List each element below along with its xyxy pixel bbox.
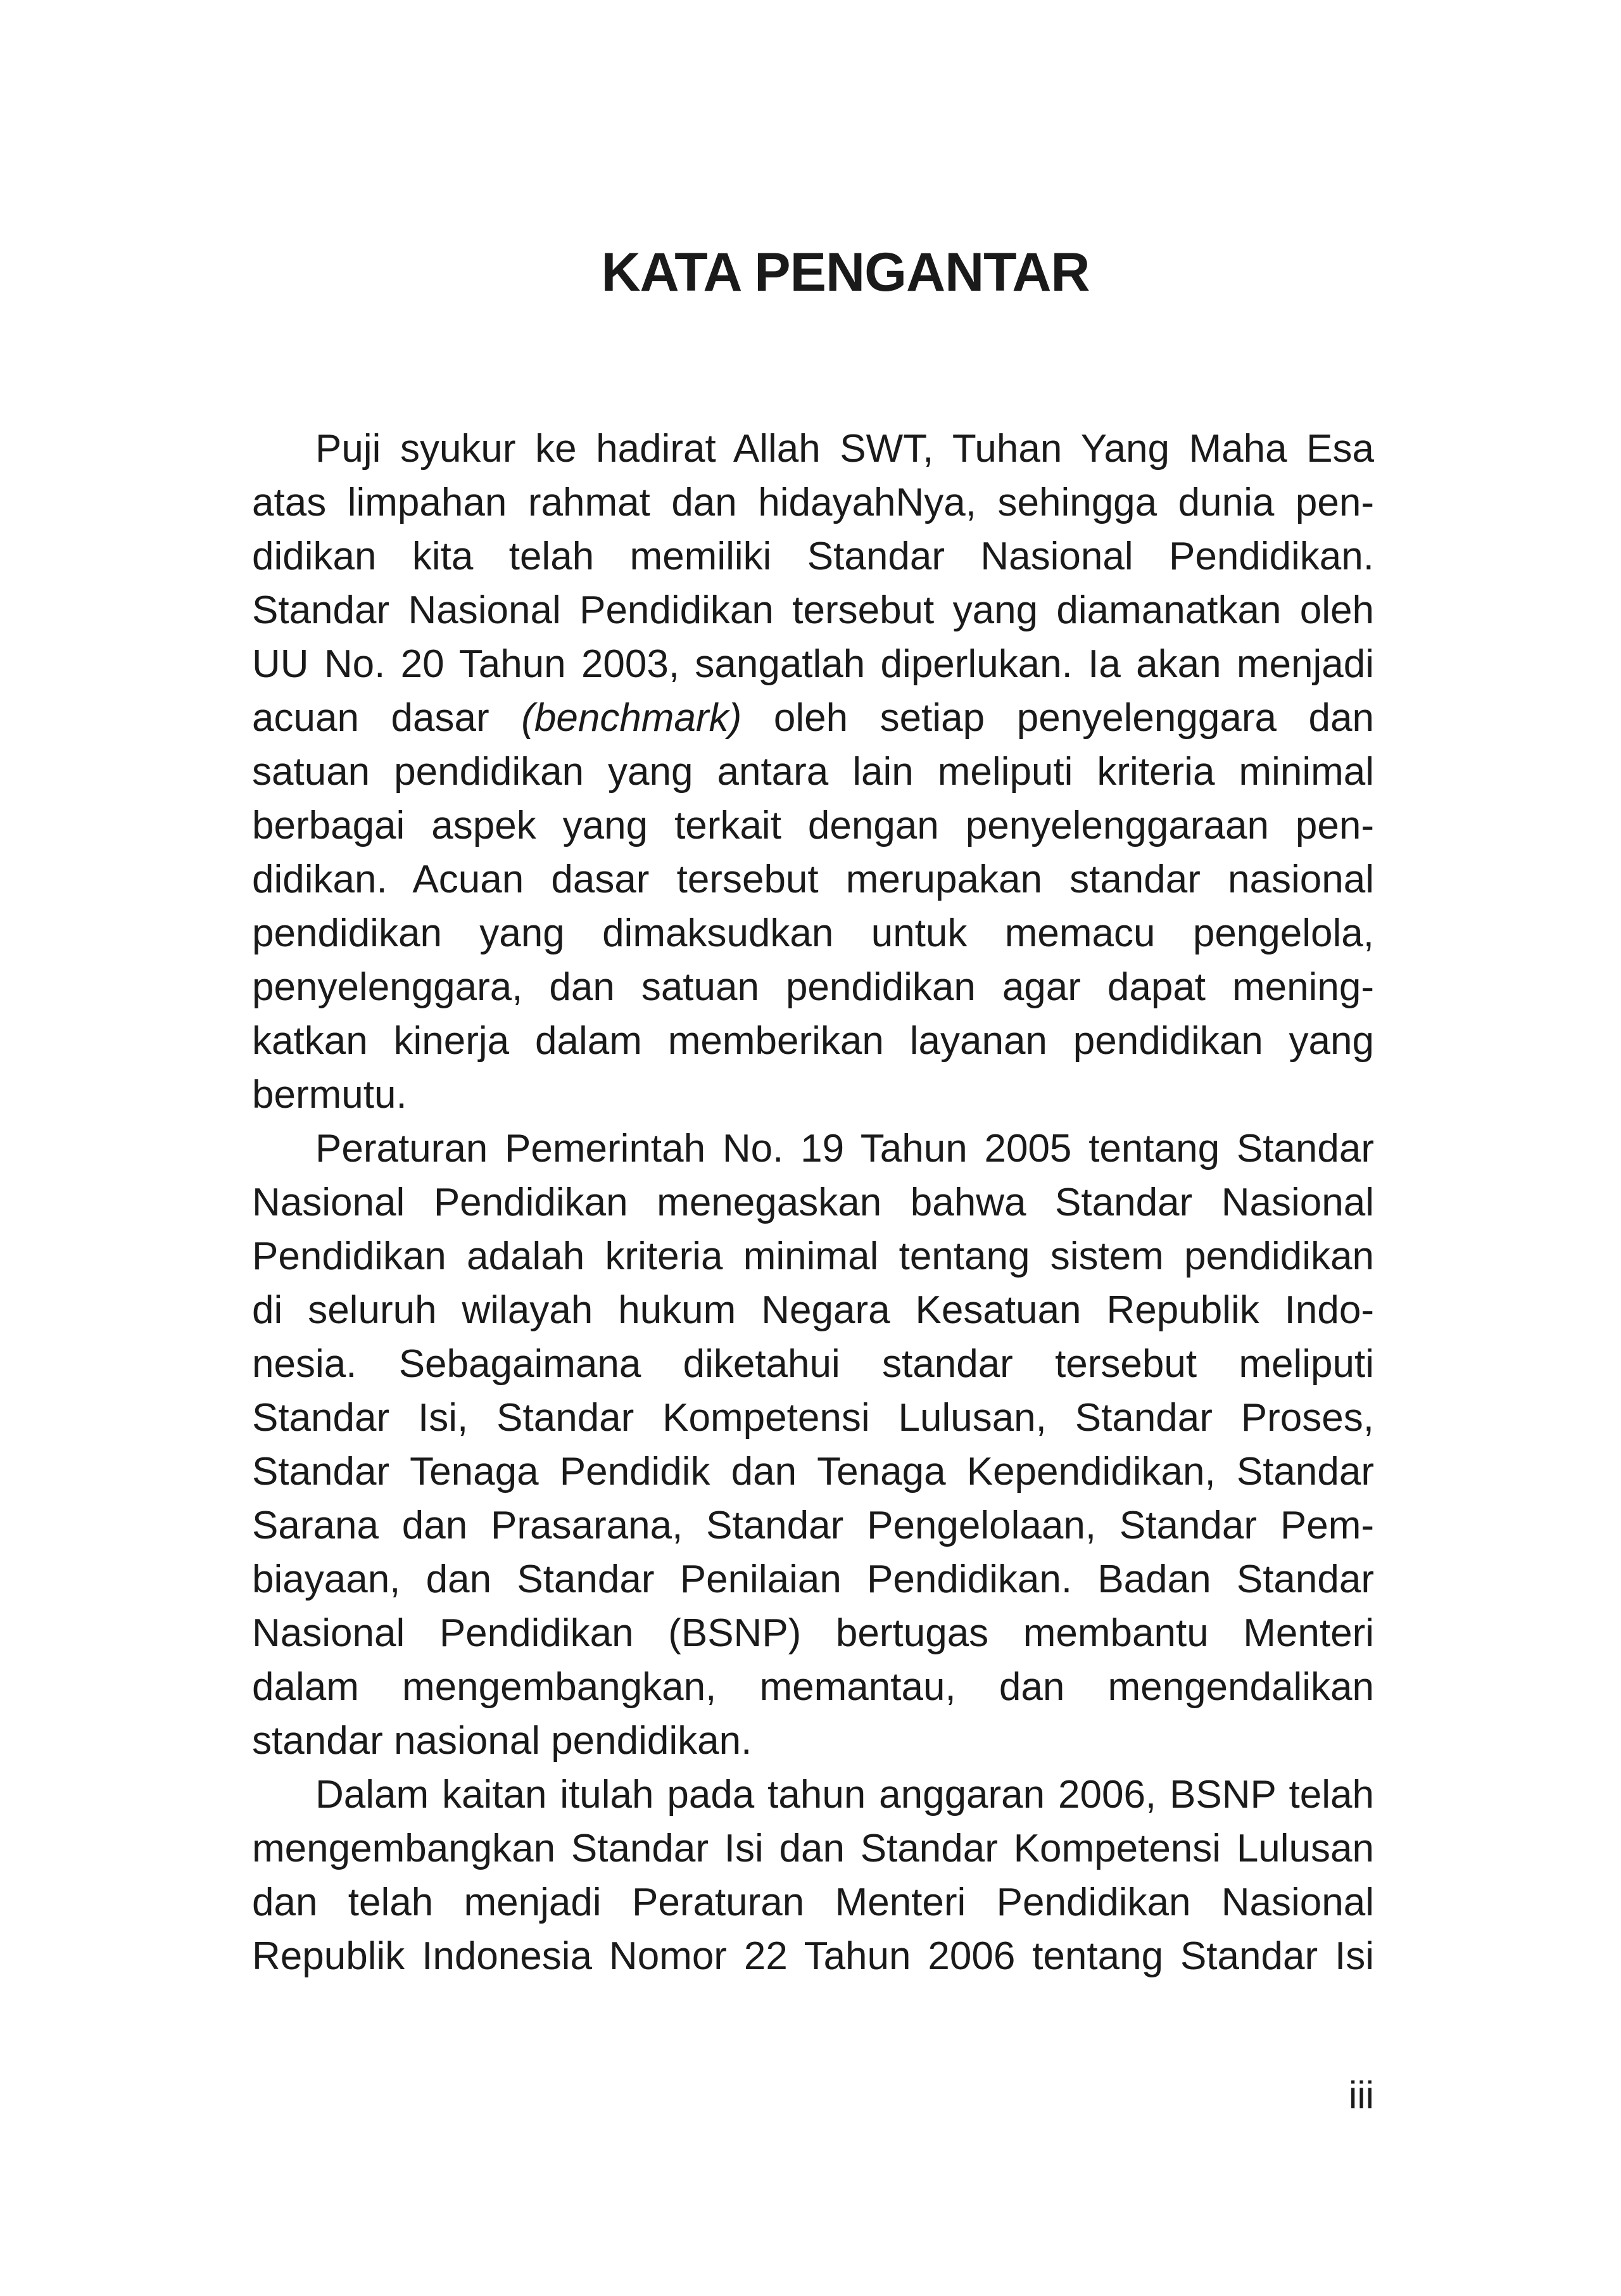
text-line: didikan. Acuan dasar tersebut merupakan standar nasional xyxy=(252,858,1374,901)
text-line: Standar Nasional Pendidikan tersebut yang diamanatkan oleh xyxy=(252,588,1374,632)
text-line: Nasional Pendidikan menegaskan bahwa Standar Nasional xyxy=(252,1181,1374,1224)
italic-term: (benchmark) xyxy=(521,696,742,740)
text-line: Standar Tenaga Pendidik dan Tenaga Kependidikan, Standar xyxy=(252,1450,1374,1494)
text-line: Dalam kaitan itulah pada tahun anggaran 2006, BSNP telah xyxy=(315,1773,1374,1817)
text-line: atas limpahan rahmat dan hidayahNya, sehingga dunia pen- xyxy=(252,481,1374,524)
text-line: berbagai aspek yang terkait dengan penyelenggaraan pen- xyxy=(252,804,1374,847)
text-line: UU No. 20 Tahun 2003, sangatlah diperlukan. Ia akan menjadi xyxy=(252,642,1374,686)
text-line: Nasional Pendidikan (BSNP) bertugas membantu Menteri xyxy=(252,1611,1374,1655)
text-line: Peraturan Pemerintah No. 19 Tahun 2005 tentang Standar xyxy=(315,1127,1374,1170)
text-line: dalam mengembangkan, memantau, dan mengendalikan xyxy=(252,1665,1374,1709)
text-line: pendidikan yang dimaksudkan untuk memacu pengelola, xyxy=(252,911,1374,955)
page-number: iii xyxy=(1349,2074,1374,2116)
text-line xyxy=(252,691,1374,745)
text-line: Standar Isi, Standar Kompetensi Lulusan, Standar Proses, xyxy=(252,1396,1374,1440)
page-title: KATA PENGANTAR xyxy=(601,242,1090,303)
text-line: dan telah menjadi Peraturan Menteri Pendidikan Nasional xyxy=(252,1881,1374,1924)
text-line: nesia. Sebagaimana diketahui standar tersebut meliputi xyxy=(252,1342,1374,1386)
text-line: katkan kinerja dalam memberikan layanan pendidikan yang xyxy=(252,1019,1374,1063)
text-line: satuan pendidikan yang antara lain meliputi kriteria minimal xyxy=(252,750,1374,794)
text-line: di seluruh wilayah hukum Negara Kesatuan Republik Indo- xyxy=(252,1288,1374,1332)
text-line: Puji syukur ke hadirat Allah SWT, Tuhan Yang Maha Esa xyxy=(315,427,1374,471)
text-line: Republik Indonesia Nomor 22 Tahun 2006 tentang Standar Isi xyxy=(252,1934,1374,1978)
text-line: mengembangkan Standar Isi dan Standar Kompetensi Lulusan xyxy=(252,1827,1374,1870)
body-text xyxy=(252,422,1374,1983)
text-line: bermutu. xyxy=(252,1073,407,1117)
text-line: standar nasional pendidikan. xyxy=(252,1719,752,1763)
text-line: Sarana dan Prasarana, Standar Pengelolaan, Standar Pem- xyxy=(252,1504,1374,1547)
text-line: didikan kita telah memiliki Standar Nasional Pendidikan. xyxy=(252,535,1374,578)
text-line: Pendidikan adalah kriteria minimal tentang sistem pendidikan xyxy=(252,1234,1374,1278)
text-segment: acuan dasar xyxy=(252,696,522,740)
text-segment: oleh setiap penyelenggara dan xyxy=(741,696,1375,740)
text-line: penyelenggara, dan satuan pendidikan agar dapat mening- xyxy=(252,965,1374,1009)
text-line: biayaan, dan Standar Penilaian Pendidikan. Badan Standar xyxy=(252,1557,1374,1601)
